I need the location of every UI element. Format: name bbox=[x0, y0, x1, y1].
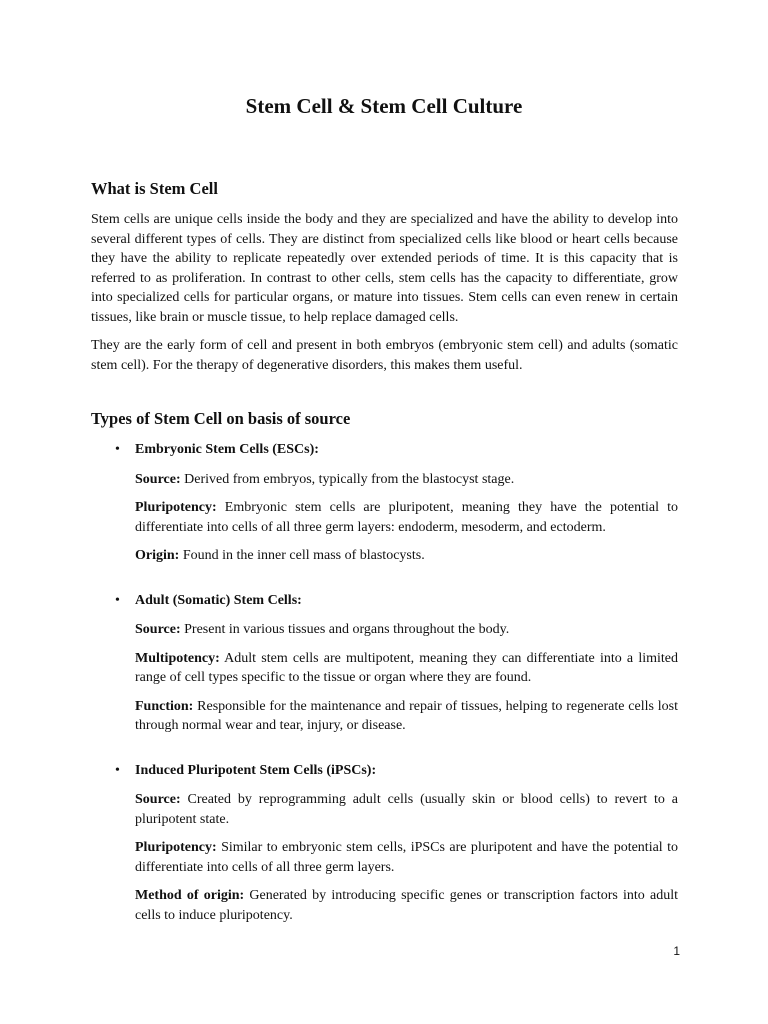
field-paragraph bbox=[135, 620, 678, 640]
field-text: Generated by introducing specific genes or transcription factors into adult cells to induce pluripotency. bbox=[135, 888, 678, 923]
list-item-induced bbox=[91, 761, 678, 926]
list-item-embryonic bbox=[91, 440, 678, 566]
type-name: Adult (Somatic) Stem Cells: bbox=[135, 592, 302, 608]
type-fields bbox=[135, 790, 678, 925]
bullet-icon: • bbox=[115, 442, 120, 457]
section-heading: Types of Stem Cell on basis of source bbox=[91, 409, 351, 428]
field-label: Source: bbox=[135, 622, 181, 637]
field-paragraph bbox=[135, 498, 678, 537]
field-paragraph bbox=[135, 790, 678, 829]
section-heading: What is Stem Cell bbox=[91, 179, 218, 198]
section-spacer bbox=[91, 384, 678, 408]
field-label: Function: bbox=[135, 698, 194, 714]
type-fields bbox=[135, 470, 678, 566]
type-fields bbox=[135, 620, 678, 736]
list-item-adult bbox=[91, 591, 678, 736]
field-paragraph bbox=[135, 838, 678, 877]
field-text: Derived from embryos, typically from the blastocyst stage. bbox=[180, 471, 515, 487]
field-text: Present in various tissues and organs throughout the body. bbox=[180, 622, 510, 637]
field-paragraph bbox=[135, 649, 678, 688]
field-paragraph bbox=[135, 697, 678, 736]
type-name: Embryonic Stem Cells (ESCs): bbox=[135, 442, 319, 457]
document-title: Stem Cell & Stem Cell Culture bbox=[245, 94, 523, 118]
type-name: Induced Pluripotent Stem Cells (iPSCs): bbox=[135, 762, 377, 778]
field-label: Origin: bbox=[135, 548, 180, 563]
field-label: Method of origin: bbox=[135, 888, 245, 903]
field-text: Embryonic stem cells are pluripotent, meaning they have the potential to differentiate into cells of all three germ layers: endoderm, mesoderm, and ectoderm. bbox=[135, 500, 678, 535]
field-paragraph bbox=[135, 886, 678, 925]
section-types-of-stem-cell bbox=[91, 408, 678, 925]
field-label: Source: bbox=[135, 792, 181, 807]
field-text: Responsible for the maintenance and repair of tissues, helping to regenerate cells lost through normal wear and tear, injury, or disease. bbox=[135, 698, 678, 733]
bullet-icon: • bbox=[115, 762, 120, 778]
stem-cell-type-list bbox=[91, 440, 678, 925]
field-label: Source: bbox=[135, 471, 181, 487]
field-paragraph bbox=[135, 546, 678, 566]
field-paragraph bbox=[135, 470, 678, 490]
field-label: Multipotency: bbox=[135, 650, 220, 666]
document-content bbox=[91, 178, 678, 950]
bullet-icon: • bbox=[115, 592, 120, 608]
paragraph: They are the early form of cell and present in both embryos (embryonic stem cell) and adults (somatic stem cell). For the therapy of degenerative disorders, this makes them useful. bbox=[91, 338, 678, 373]
page-number: 1 bbox=[673, 944, 680, 958]
paragraph: Stem cells are unique cells inside the body and they are specialized and have the ability to develop into several different types of cells. They are distinct from specialized cells like blood or heart cells because they have the ability to replicate repeatedly over extended periods of time. It is this capacity that is referred to as proliferation. In contrast to other cells, stem cells has the capacity to differentiate, grow into specialized cells for particular organs, or mature into tissues. Stem cells can even renew in certain tissues, like brain or muscle tissue, to help replace damaged cells. bbox=[91, 212, 678, 325]
field-text: Found in the inner cell mass of blastocysts. bbox=[179, 548, 425, 563]
field-label: Pluripotency: bbox=[135, 840, 217, 855]
field-text: Created by reprogramming adult cells (usually skin or blood cells) to revert to a pluripotent state. bbox=[135, 792, 678, 827]
field-text: Similar to embryonic stem cells, iPSCs are pluripotent and have the potential to differentiate into cells of all three germ layers. bbox=[135, 840, 678, 875]
field-label: Pluripotency: bbox=[135, 500, 217, 515]
field-text: Adult stem cells are multipotent, meaning they can differentiate into a limited range of cell types specific to the tissue or organ where they are found. bbox=[135, 650, 678, 685]
section-what-is-stem-cell bbox=[91, 178, 678, 375]
